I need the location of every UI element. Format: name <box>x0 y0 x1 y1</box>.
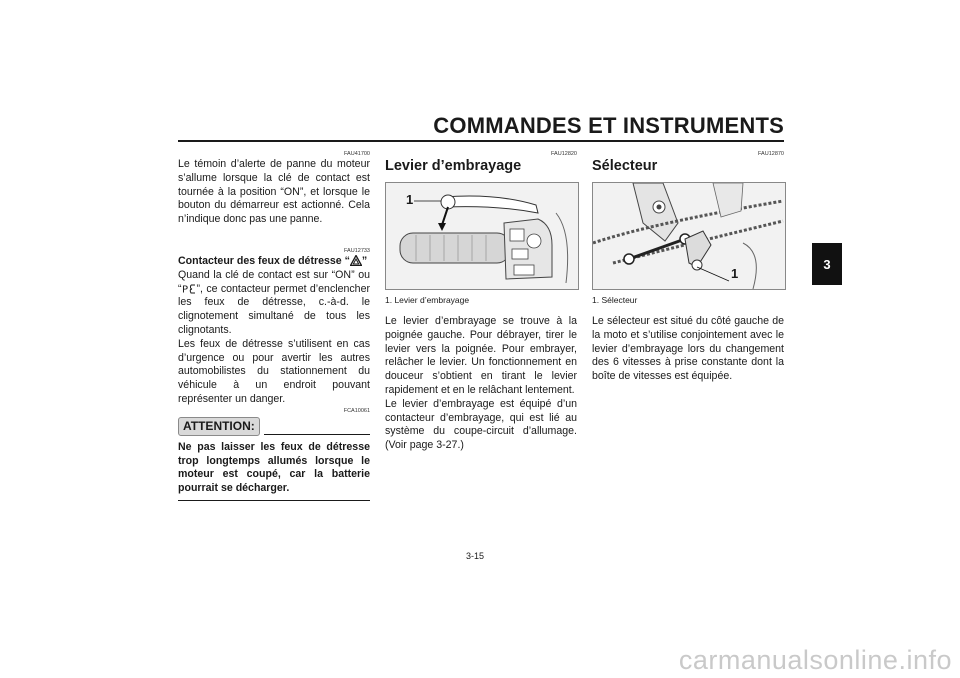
column-1 <box>178 150 370 501</box>
clutch-lever-figure <box>385 182 579 290</box>
hazard-paragraph-1: Quand la clé de contact est sur “ON” ou “ P ”, ce contacteur permet d’enclencher les feux de détresse, c.-à-d. le clignotement simultané de tous les clignotants. <box>178 268 370 336</box>
section-code: FAU12870 <box>758 151 784 157</box>
section-code: FAU12820 <box>551 151 577 157</box>
engine-warning-paragraph: Le témoin d’alerte de panne du moteur s’allume lorsque la clé de contact est tournée à la position “ON”, et lorsque le bouton du démarreur est actionné. Cela n’indique donc pas une panne. <box>178 158 370 226</box>
clutch-heading: Levier d’embrayage <box>385 158 522 174</box>
hazard-triangle-icon <box>350 255 362 266</box>
page-number: 3-15 <box>466 551 485 561</box>
header-rule <box>178 140 784 142</box>
attention-header <box>178 417 370 436</box>
svg-text:P: P <box>181 284 188 294</box>
section-code: FAU41700 <box>344 151 370 157</box>
hazard-paragraph-2: Les feux de détresse s’utilisent en cas d’urgence ou pour avertir les autres automobilistes du stationnement du véhicule à un endroit pouvant représenter un danger. <box>178 337 370 405</box>
figure-callout: 1 <box>731 266 739 281</box>
chapter-tab: 3 <box>812 243 842 285</box>
column-2 <box>385 150 577 453</box>
hazard-switch-heading: Contacteur des feux de détresse “ ” <box>178 254 368 267</box>
parking-position-icon <box>182 283 197 294</box>
column-3 <box>592 150 784 384</box>
clutch-lever-illustration <box>386 183 578 289</box>
attention-rule <box>264 434 370 435</box>
attention-text: Ne pas laisser les feux de détresse trop longtemps allumés lorsque le moteur est coupé, car la batterie pourrait se décharger. <box>178 440 370 495</box>
figure-caption: 1. Sélecteur <box>592 295 638 305</box>
page-title: COMMANDES ET INSTRUMENTS <box>433 113 784 138</box>
shift-pedal-figure <box>592 182 786 290</box>
section-code: FAU12733 <box>344 247 370 254</box>
section-code: FCA10061 <box>343 407 370 414</box>
clutch-paragraph-1: Le levier d’embrayage se trouve à la poignée gauche. Pour débrayer, tirer le levier vers la poignée. Pour embrayer, relâcher le levier. Un fonctionnement en douceur s’obtient en tirant le levier rapidement et en le relâchant lentement. <box>385 315 577 396</box>
shift-pedal-heading: Sélecteur <box>592 158 658 174</box>
figure-caption: 1. Levier d’embrayage <box>385 295 470 305</box>
shift-pedal-illustration <box>593 183 785 289</box>
attention-end-rule <box>178 500 370 501</box>
figure-callout: 1 <box>406 192 414 207</box>
clutch-paragraph-2: Le levier d’embrayage est équipé d’un contacteur d’embrayage, qui est lié au système du coupe-circuit d’allumage. (Voir page 3-27.) <box>385 397 577 452</box>
shift-pedal-paragraph: Le sélecteur est situé du côté gauche de la moto et s’utilise conjointement avec le levier d’embrayage lors du changement des 6 vitesses à prise constante dont la boîte de vitesses est équipée. <box>592 315 784 383</box>
watermark: carmanualsonline.info <box>678 645 952 675</box>
attention-label: ATTENTION: <box>178 417 260 436</box>
